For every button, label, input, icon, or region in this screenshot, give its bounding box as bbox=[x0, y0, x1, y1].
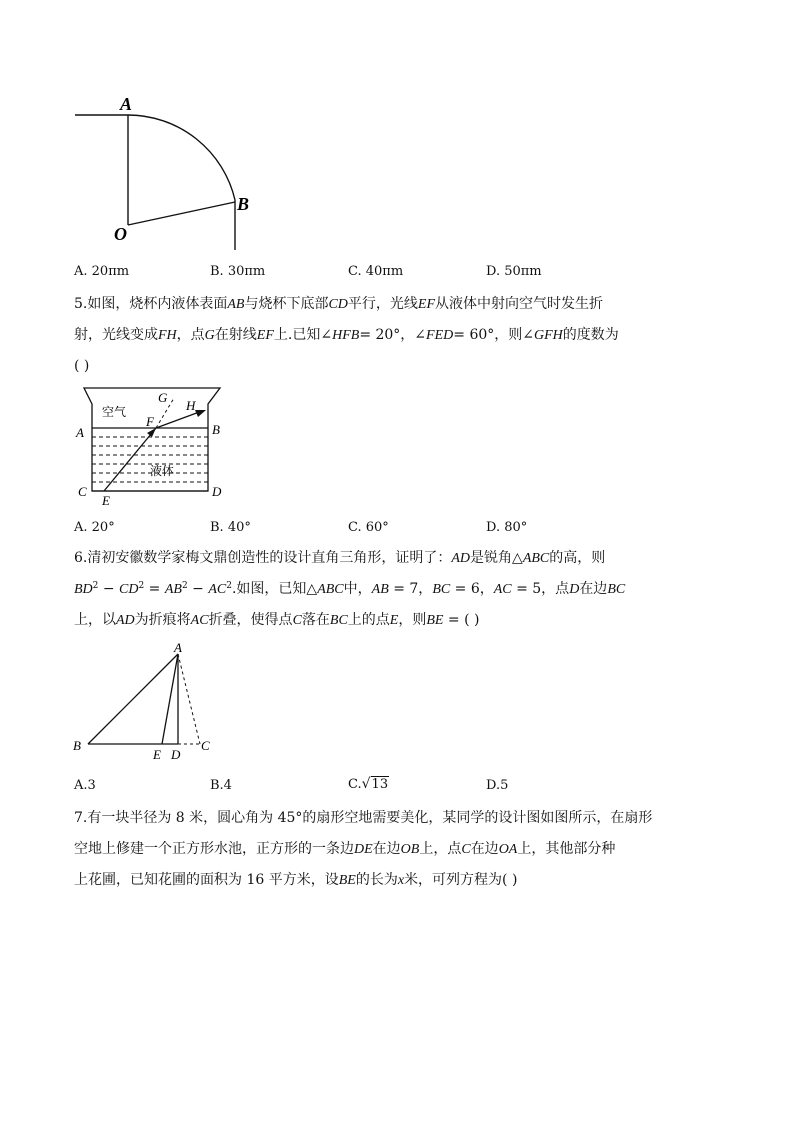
q4-arc-ab bbox=[128, 115, 235, 200]
q6-label-c: C bbox=[201, 738, 210, 753]
q5-arrow-fh bbox=[195, 410, 206, 417]
q4-option-b[interactable]: B. 30πm bbox=[210, 264, 266, 279]
q4-radius-ob bbox=[128, 202, 235, 225]
q4-option-c[interactable]: C. 40πm bbox=[348, 264, 404, 279]
q5-option-b[interactable]: B. 40° bbox=[210, 520, 251, 535]
q5-label-c: C bbox=[78, 484, 87, 499]
q5-line-1: 5.如图，烧杯内液体表面AB与烧杯下底部CD平行，光线EF从液体中射向空气时发生折 bbox=[74, 296, 604, 312]
q4-label-b: B bbox=[237, 194, 250, 214]
q6-line-3: 上，以AD为折痕将AC折叠，使得点C落在BC上的点E，则BE = ( ) bbox=[74, 612, 480, 628]
q7-question bbox=[74, 803, 734, 896]
q6-option-d[interactable]: D.5 bbox=[486, 778, 509, 793]
q5-option-d[interactable]: D. 80° bbox=[486, 520, 528, 535]
q5-label-g: G bbox=[158, 390, 168, 405]
q5-arrow-ef bbox=[147, 428, 156, 437]
q5-ray-fh bbox=[156, 411, 202, 428]
q5-label-air: 空气 bbox=[102, 405, 127, 419]
q5-ray-ef bbox=[104, 428, 156, 491]
q6-label-a: A bbox=[174, 640, 182, 655]
q5-label-f: F bbox=[146, 414, 154, 429]
q6-option-b[interactable]: B.4 bbox=[210, 778, 232, 793]
q4-option-a[interactable]: A. 20πm bbox=[74, 264, 130, 279]
q5-label-a: A bbox=[76, 425, 84, 440]
q4-figure bbox=[70, 90, 270, 250]
q6-sqrt-icon: √ bbox=[361, 776, 371, 792]
q6-line-1: 6.清初安徽数学家梅文鼎创造性的设计直角三角形，证明了：AD是锐角△ABC的高，则 bbox=[74, 550, 606, 566]
q5-label-b: B bbox=[212, 422, 220, 437]
q6-label-d: D bbox=[171, 747, 181, 762]
q6-figure bbox=[70, 640, 230, 766]
q7-line-1: 7.有一块半径为 8 米，圆心角为 45°的扇形空地需要美化，某同学的设计图如图所示，在扇形 bbox=[74, 810, 653, 826]
q7-line-3: 上花圃，已知花圃的面积为 16 平方米，设BE的长为x米，可列方程为( ) bbox=[74, 872, 518, 888]
q6-option-c-prefix: C. bbox=[348, 777, 362, 792]
q4-option-d[interactable]: D. 50πm bbox=[486, 264, 542, 279]
q4-label-a: A bbox=[120, 94, 133, 114]
q5-question bbox=[74, 289, 734, 382]
q5-label-h: H bbox=[186, 398, 196, 413]
q6-option-c[interactable] bbox=[348, 776, 389, 792]
q5-figure bbox=[72, 386, 232, 508]
q5-option-a[interactable]: A. 20° bbox=[74, 520, 115, 535]
q6-question bbox=[74, 543, 734, 636]
q5-label-liquid: 液体 bbox=[150, 464, 175, 478]
q6-sqrt-value: 13 bbox=[371, 777, 389, 792]
q6-side-ac-dashed bbox=[178, 654, 200, 744]
q6-label-e: E bbox=[153, 747, 161, 762]
q5-line-2: 射，光线变成FH，点G在射线EF上.已知∠HFB= 20°，∠FED= 60°，则∠GFH的度数为 bbox=[74, 327, 619, 343]
q5-option-c[interactable]: C. 60° bbox=[348, 520, 389, 535]
q6-option-a[interactable]: A.3 bbox=[74, 778, 96, 793]
q6-label-b: B bbox=[73, 738, 81, 753]
q5-label-d: D bbox=[212, 484, 222, 499]
q5-label-e: E bbox=[102, 493, 110, 508]
q4-label-o: O bbox=[114, 224, 127, 244]
q6-line-2: $BD^2 - CD^2 = AB^2 - AC^2$.如图，已知△ABC中，AB = 7，BC = 6，AC = 5，点D在边BC bbox=[74, 581, 626, 597]
q7-line-2: 空地上修建一个正方形水池，正方形的一条边DE在边OB上，点C在边OA上，其他部分种 bbox=[74, 841, 616, 857]
q5-line-3: ( ) bbox=[74, 358, 90, 374]
